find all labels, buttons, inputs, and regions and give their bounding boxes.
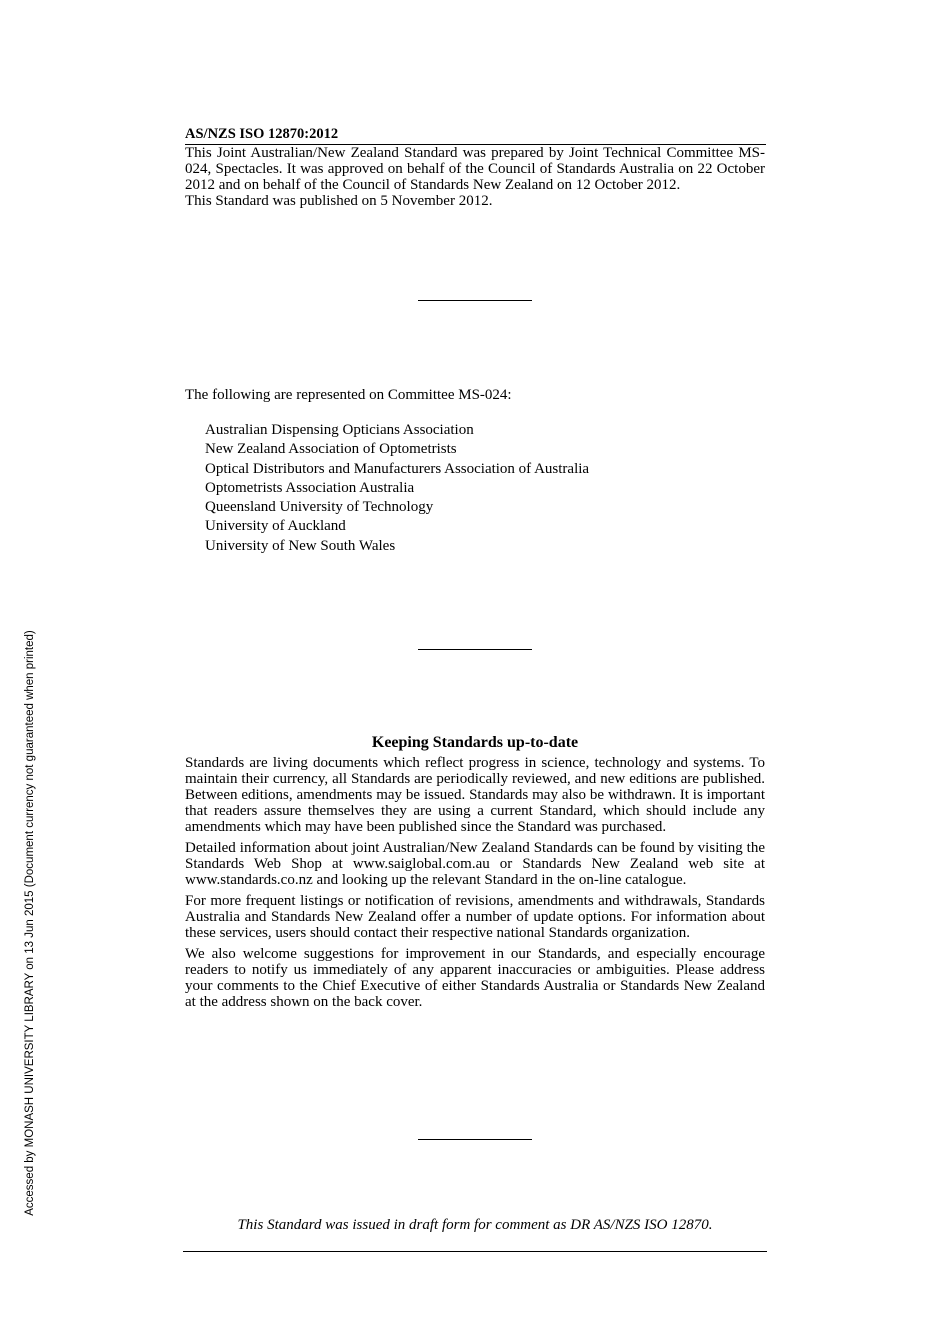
committee-intro: The following are represented on Committee MS-024: [185, 387, 512, 403]
section-divider [418, 300, 532, 301]
organization-item: University of New South Wales [205, 537, 396, 554]
body-paragraph: For more frequent listings or notification of revisions, amendments and withdrawals, Standards Australia and Standards New Zealand offer a number of update options. For information about these services, users should contact their respective national Standards organization. [185, 893, 765, 941]
footer-rule [183, 1251, 767, 1252]
preparation-block [185, 145, 765, 209]
draft-note: This Standard was issued in draft form for comment as DR AS/NZS ISO 12870. [237, 1217, 713, 1233]
organization-item: University of Auckland [205, 518, 346, 535]
body-paragraph: Detailed information about joint Australian/New Zealand Standards can be found by visiting the Standards Web Shop at www.saiglobal.com.au or Standards New Zealand web site at www.standards.co.nz and looking up the relevant Standard in the on-line catalogue. [185, 840, 765, 888]
organization-item: Queensland University of Technology [205, 499, 434, 516]
organization-item: Optometrists Association Australia [205, 479, 415, 496]
body-paragraph: We also welcome suggestions for improvement in our Standards, and especially encourage readers to notify us immediately of any apparent inaccuracies or ambiguities. Please address your comments to the Chief Executive of either Standards Australia or Standards New Zealand at the address shown on the back cover. [185, 946, 765, 1010]
standard-number: AS/NZS ISO 12870:2012 [185, 126, 339, 142]
published-text: This Standard was published on 5 November 2012. [185, 193, 493, 209]
committee-organization-list [205, 421, 589, 556]
approval-text: This Joint Australian/New Zealand Standard was prepared by Joint Technical Committee MS-024, Spectacles. It was approved on behalf of the Council of Standards Australia on 22 October 2012 and on behalf of the Council of Standards New Zealand on 12 October 2012. [185, 145, 765, 193]
section-divider [418, 649, 532, 650]
organization-item: Optical Distributors and Manufacturers Association of Australia [205, 460, 590, 477]
keeping-standards-body [185, 755, 765, 1015]
organization-item: Australian Dispensing Opticians Association [205, 422, 474, 438]
section-divider [418, 1139, 532, 1140]
organization-item: New Zealand Association of Optometrists [205, 441, 457, 458]
body-paragraph: Standards are living documents which reflect progress in science, technology and systems. To maintain their currency, all Standards are periodically reviewed, and new editions are published. Between editions, amendments may be issued. Standards may also be withdrawn. It is important that readers assure themselves they are using a current Standard, which should include any amendments which may have been published since the Standard was purchased. [185, 755, 765, 835]
keeping-standards-heading: Keeping Standards up-to-date [371, 734, 579, 751]
access-watermark: Accessed by MONASH UNIVERSITY LIBRARY on 13 Jun 2015 (Document currency not guaranteed when printed) [24, 630, 36, 1216]
